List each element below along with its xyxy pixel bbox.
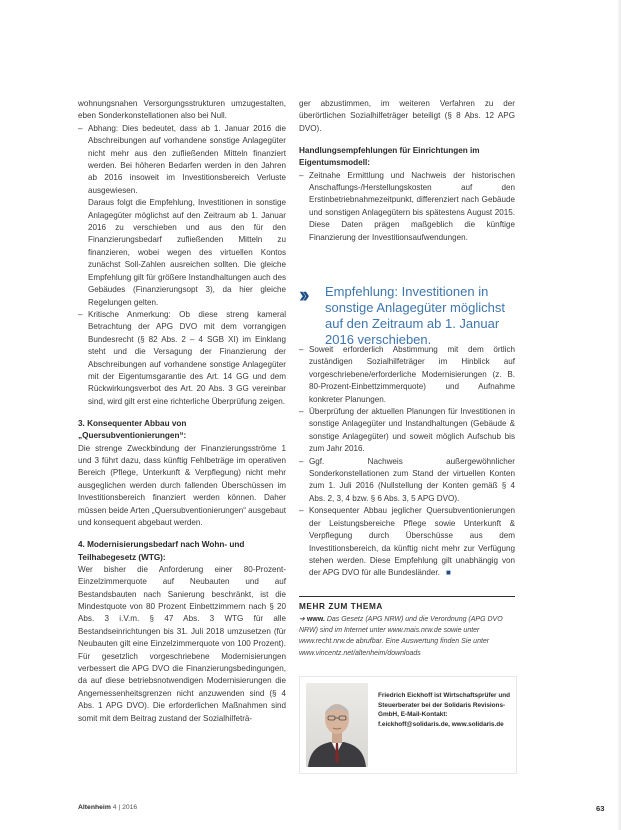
recommendations-list-1 bbox=[299, 170, 515, 244]
recommendations-list-2 bbox=[299, 344, 515, 580]
pull-quote-text: Empfehlung: Investitionen in sonstige Anlagegüter möglichst auf den Zeitraum ab 1. Januar 2016 verschieben. bbox=[325, 284, 505, 347]
double-chevron-icon: ›› bbox=[299, 282, 306, 307]
recommendation-item-4: – Ggf. Nachweis außergewöhnlicher Sonderkonstellationen zum Stand der virtuellen Konten zum 1. Juli 2016 (Nullstellung der Konten gemäß § 4 Abs. 2, 3, 4 bzw. § 6 Abs. 3, 5 APG DVO). bbox=[299, 456, 515, 506]
more-on-topic-box bbox=[299, 596, 515, 659]
footer-issue: 4 | 2016 bbox=[112, 804, 138, 811]
recommendation-item-5 bbox=[299, 505, 515, 579]
bullet-critical-remark: – Kritische Anmerkung: Ob diese streng kameral Betrachtung der APG DVO mit dem vorrangigen Bundesrecht (§ 82 Abs. 2 – 4 SGB XI) im Einklang steht und die Versagung der Finanzierung der Abschreibungen auf vorhandene sonstige Anlagegüter mit der Eigentumsgarantie des Art. 14 GG und dem Rückwirkungsverbot des Art. 20 Abs. 3 GG vereinbar sind, wird gilt erst eine richterliche Überprüfung zeigen. bbox=[78, 309, 286, 408]
footer-magazine-name: Altenheim bbox=[78, 804, 111, 811]
section-4-paragraph: Wer bisher die Anforderung einer 80-Prozent-Einzelzimmerquote auf Neubauten und auf Bestandsbauten nach Sanierung beschränkt, ist die Mindestquote von 80 Prozent Einbettzimmern nach § 20 Abs. 3 i.V.m. § 47 Abs. 3 WTG für alle Bestandseinrichtungen bis 31. Juli 2018 umzusetzen (für Neubauten gilt eine Einzelzimmerquote von 100 Prozent). Für gesetzlich vorgeschriebene Modernisierungen verbessert die APG DVO die Finanzierungsbedingungen, da auf diese betriebsnotwendigen Modernisierungen die Angemessenheitsgrenzen nicht anzuwenden sind (§ 4 Abs. 1 APG DVO). Die erforderlichen Maßnahmen sind somit mit dem Beitrag zustand der Sozialhilfeträ- bbox=[78, 564, 286, 723]
more-description: Das Gesetz (APG NRW) und die Verordnung (APG DVO NRW) sind im Internet unter www.mais.nrw.de sowie unter www.recht.nrw.de abrufbar. Eine Auswertung finden Sie unter www.vincentz.net/altenheim/downloads bbox=[299, 616, 503, 657]
section-heading-4: 4. Modernisierungsbedarf nach Wohn- und Teilhabegesetz (WTG): bbox=[78, 540, 245, 562]
article-end-icon: ■ bbox=[445, 568, 451, 578]
recommendation-item-1: – Zeitnahe Ermittlung und Nachweis der historischen Anschaffungs-/Herstellungskosten auf den Erstinbetriebnahmezeitpunkt, differenziert nach Gebäude und sonstigen Anlagegütern bis spätestens August 2015. Diese Daten prägen maßgeblich die künftige Finanzierung der Investitionsaufwendungen. bbox=[299, 170, 515, 244]
left-bullet-list-2 bbox=[78, 309, 286, 408]
recommendations-heading: Handlungsempfehlungen für Einrichtungen im Eigentumsmodell: bbox=[299, 146, 480, 168]
recommendation-paragraph: Daraus folgt die Empfehlung, Investitionen in sonstige Anlagegüter möglichst auf den Zeitraum ab 1. Januar 2016 zu verschieben und aus den für den Finanzierungsbedarf zufließenden Mitteln zu finanzieren, wobei wegen des virtuellen Kontos zunächst Soll-Zahlen ausreichen sollten. Die gleiche Empfehlung gilt für größere Instandhaltungen auch des Gebäudes (Finanzierungsopt 3), da hier gleiche Regelungen gelten. bbox=[88, 198, 286, 307]
page-edge-shadow bbox=[617, 0, 621, 830]
more-on-topic-text bbox=[299, 614, 515, 659]
bullet-abhang: – Abhang: Dies bedeutet, dass ab 1. Januar 2016 die Abschreibungen auf vorhandene sonstige Anlagegüter nicht mehr aus den zufließenden Mitteln finanziert werden. Bei höheren Bedarfen werden in den Jahren ab 2016 insoweit im Investitionsbereich Verluste ausgewiesen. bbox=[78, 123, 286, 197]
recommendation-item-3: – Überprüfung der aktuellen Planungen für Investitionen in sonstige Anlagegüter und Instandhaltungen (Gebäude & sonstige Anlagegüter) und soweit möglich Aufschub bis zum Jahr 2016. bbox=[299, 406, 515, 456]
left-column bbox=[78, 98, 286, 725]
more-link-label[interactable]: www. bbox=[306, 616, 325, 623]
left-bullet-list-1 bbox=[78, 123, 286, 197]
right-intro-paragraph: ger abzustimmen, im weiteren Verfahren zu der überörtlichen Sozialhilfeträger beteiligt (§ 8 Abs. 12 APG DVO). bbox=[299, 99, 515, 133]
author-portrait-icon bbox=[306, 683, 368, 767]
left-intro-paragraph: wohnungsnahen Versorgungsstrukturen umzugestalten, eben Sonderkonstellationen also bei Null. bbox=[78, 99, 286, 121]
arrow-right-icon: ➔ bbox=[299, 616, 305, 623]
divider bbox=[299, 596, 515, 597]
right-column-top bbox=[299, 98, 515, 244]
author-box bbox=[299, 676, 517, 774]
recommendation-item-5-text: Konsequenter Abbau jeglicher Quersubventionierungen der Leistungsbereiche Pflege sowie Unterkunft & Verpflegung durch Überschüsse aus dem Investitionsbereich, da künftig nicht mehr zur Verfügung stehen werden. Diese Empfehlung gilt unabhängig von der APG DVO für alle Bundesländer. bbox=[309, 506, 515, 578]
page-number: 63 bbox=[596, 804, 605, 813]
author-bio: Friedrich Eickhoff ist Wirtschaftsprüfer und Steuerberater bei der Solidaris Revisions-GmbH, E-Mail-Kontakt: f.eickhoff@solidaris.de, www.solidaris.de bbox=[378, 692, 511, 728]
recommendation-item-2: – Soweit erforderlich Abstimmung mit dem örtlich zuständigen Sozialhilfeträger im Hinblick auf vorgeschriebene/erforderliche Modernisierungen (z. B. 80-Prozent-Einbettzimmerquote) und Aufnahme konkreter Planungen. bbox=[299, 344, 515, 406]
footer-publication bbox=[78, 804, 137, 811]
section-heading-3: 3. Konsequenter Abbau von „Quersubventionierungen“: bbox=[78, 419, 187, 441]
right-column-bottom bbox=[299, 344, 515, 580]
section-3-paragraph: Die strenge Zweckbindung der Finanzierungsströme 1 und 3 führt dazu, dass künftig Fehlbeträge im operativen Bereich (Pflege, Unterkunft & Verpflegung) nicht mehr ausgeglichen werden durch fallenden Überschüssen im Investitionsbereich finanziert werden können. Daher müssen beide Arten „Quersubventionierungen“ ausgebaut und konsequent abgebaut werden. bbox=[78, 443, 286, 527]
more-on-topic-title: MEHR ZUM THEMA bbox=[299, 602, 383, 611]
author-photo bbox=[306, 683, 368, 767]
